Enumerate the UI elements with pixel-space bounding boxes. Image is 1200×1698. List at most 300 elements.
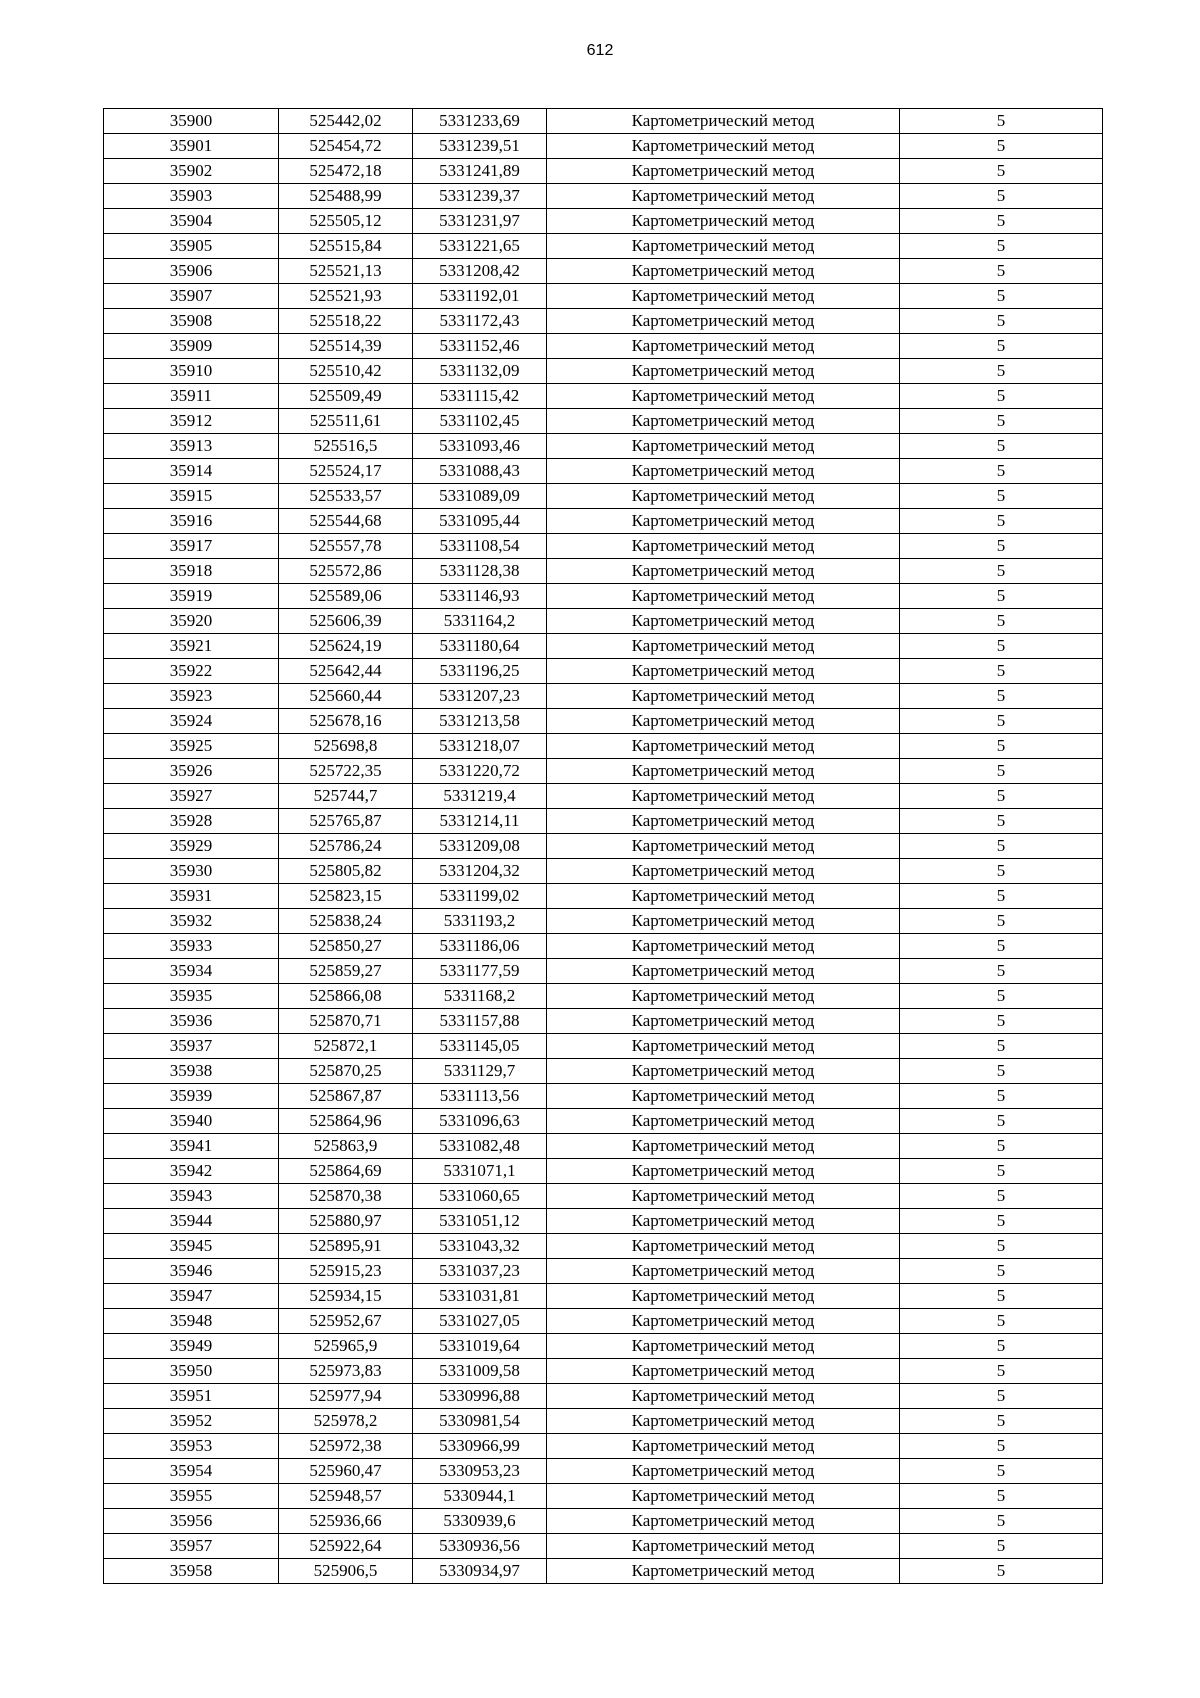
x-coordinate-cell: 525624,19	[279, 634, 413, 659]
x-coordinate-cell: 525866,08	[279, 984, 413, 1009]
point-number-cell: 35922	[104, 659, 279, 684]
method-cell: Картометрический метод	[547, 584, 900, 609]
y-coordinate-cell: 5331213,58	[413, 709, 547, 734]
method-cell: Картометрический метод	[547, 1534, 900, 1559]
y-coordinate-cell: 5331207,23	[413, 684, 547, 709]
table-row	[104, 934, 1103, 959]
x-coordinate-cell: 525864,96	[279, 1109, 413, 1134]
y-coordinate-cell: 5331186,06	[413, 934, 547, 959]
y-coordinate-cell: 5331043,32	[413, 1234, 547, 1259]
table-row	[104, 259, 1103, 284]
x-coordinate-cell: 525872,1	[279, 1034, 413, 1059]
point-number-cell: 35958	[104, 1559, 279, 1584]
method-cell: Картометрический метод	[547, 234, 900, 259]
x-coordinate-cell: 525511,61	[279, 409, 413, 434]
accuracy-cell: 5	[900, 1509, 1103, 1534]
method-cell: Картометрический метод	[547, 984, 900, 1009]
accuracy-cell: 5	[900, 509, 1103, 534]
table-row	[104, 234, 1103, 259]
y-coordinate-cell: 5331221,65	[413, 234, 547, 259]
accuracy-cell: 5	[900, 584, 1103, 609]
x-coordinate-cell: 525864,69	[279, 1159, 413, 1184]
y-coordinate-cell: 5331096,63	[413, 1109, 547, 1134]
method-cell: Картометрический метод	[547, 1184, 900, 1209]
accuracy-cell: 5	[900, 109, 1103, 134]
table-row	[104, 434, 1103, 459]
accuracy-cell: 5	[900, 359, 1103, 384]
accuracy-cell: 5	[900, 384, 1103, 409]
y-coordinate-cell: 5331220,72	[413, 759, 547, 784]
x-coordinate-cell: 525952,67	[279, 1309, 413, 1334]
x-coordinate-cell: 525973,83	[279, 1359, 413, 1384]
point-number-cell: 35903	[104, 184, 279, 209]
accuracy-cell: 5	[900, 484, 1103, 509]
point-number-cell: 35915	[104, 484, 279, 509]
method-cell: Картометрический метод	[547, 1459, 900, 1484]
x-coordinate-cell: 525505,12	[279, 209, 413, 234]
point-number-cell: 35928	[104, 809, 279, 834]
accuracy-cell: 5	[900, 1159, 1103, 1184]
y-coordinate-cell: 5331204,32	[413, 859, 547, 884]
y-coordinate-cell: 5331082,48	[413, 1134, 547, 1159]
table-row	[104, 1459, 1103, 1484]
method-cell: Картометрический метод	[547, 159, 900, 184]
y-coordinate-cell: 5331051,12	[413, 1209, 547, 1234]
table-row	[104, 309, 1103, 334]
y-coordinate-cell: 5331132,09	[413, 359, 547, 384]
x-coordinate-cell: 525518,22	[279, 309, 413, 334]
point-number-cell: 35936	[104, 1009, 279, 1034]
table-row	[104, 334, 1103, 359]
table-row	[104, 884, 1103, 909]
table-row	[104, 284, 1103, 309]
table-row	[104, 1234, 1103, 1259]
x-coordinate-cell: 525454,72	[279, 134, 413, 159]
y-coordinate-cell: 5331199,02	[413, 884, 547, 909]
x-coordinate-cell: 525521,13	[279, 259, 413, 284]
y-coordinate-cell: 5331128,38	[413, 559, 547, 584]
y-coordinate-cell: 5331193,2	[413, 909, 547, 934]
table-row	[104, 1134, 1103, 1159]
point-number-cell: 35944	[104, 1209, 279, 1234]
y-coordinate-cell: 5331157,88	[413, 1009, 547, 1034]
accuracy-cell: 5	[900, 309, 1103, 334]
x-coordinate-cell: 525572,86	[279, 559, 413, 584]
method-cell: Картометрический метод	[547, 1334, 900, 1359]
x-coordinate-cell: 525870,25	[279, 1059, 413, 1084]
x-coordinate-cell: 525510,42	[279, 359, 413, 384]
table-row	[104, 1084, 1103, 1109]
point-number-cell: 35953	[104, 1434, 279, 1459]
method-cell: Картометрический метод	[547, 659, 900, 684]
point-number-cell: 35942	[104, 1159, 279, 1184]
y-coordinate-cell: 5331089,09	[413, 484, 547, 509]
x-coordinate-cell: 525934,15	[279, 1284, 413, 1309]
accuracy-cell: 5	[900, 1034, 1103, 1059]
method-cell: Картометрический метод	[547, 634, 900, 659]
y-coordinate-cell: 5331060,65	[413, 1184, 547, 1209]
accuracy-cell: 5	[900, 159, 1103, 184]
table-row	[104, 1159, 1103, 1184]
y-coordinate-cell: 5330936,56	[413, 1534, 547, 1559]
method-cell: Картометрический метод	[547, 1284, 900, 1309]
x-coordinate-cell: 525786,24	[279, 834, 413, 859]
method-cell: Картометрический метод	[547, 684, 900, 709]
method-cell: Картометрический метод	[547, 1309, 900, 1334]
point-number-cell: 35955	[104, 1484, 279, 1509]
table-row	[104, 609, 1103, 634]
accuracy-cell: 5	[900, 259, 1103, 284]
x-coordinate-cell: 525606,39	[279, 609, 413, 634]
point-number-cell: 35938	[104, 1059, 279, 1084]
method-cell: Картометрический метод	[547, 1009, 900, 1034]
y-coordinate-cell: 5331113,56	[413, 1084, 547, 1109]
y-coordinate-cell: 5330953,23	[413, 1459, 547, 1484]
accuracy-cell: 5	[900, 1234, 1103, 1259]
y-coordinate-cell: 5331218,07	[413, 734, 547, 759]
method-cell: Картометрический метод	[547, 1484, 900, 1509]
accuracy-cell: 5	[900, 984, 1103, 1009]
x-coordinate-cell: 525880,97	[279, 1209, 413, 1234]
accuracy-cell: 5	[900, 1059, 1103, 1084]
x-coordinate-cell: 525515,84	[279, 234, 413, 259]
table-row	[104, 684, 1103, 709]
x-coordinate-cell: 525698,8	[279, 734, 413, 759]
point-number-cell: 35916	[104, 509, 279, 534]
table-row	[104, 1009, 1103, 1034]
point-number-cell: 35923	[104, 684, 279, 709]
y-coordinate-cell: 5331172,43	[413, 309, 547, 334]
table-row	[104, 1284, 1103, 1309]
point-number-cell: 35920	[104, 609, 279, 634]
accuracy-cell: 5	[900, 809, 1103, 834]
x-coordinate-cell: 525744,7	[279, 784, 413, 809]
y-coordinate-cell: 5331088,43	[413, 459, 547, 484]
method-cell: Картометрический метод	[547, 459, 900, 484]
point-number-cell: 35919	[104, 584, 279, 609]
accuracy-cell: 5	[900, 709, 1103, 734]
method-cell: Картометрический метод	[547, 134, 900, 159]
y-coordinate-cell: 5331231,97	[413, 209, 547, 234]
accuracy-cell: 5	[900, 1434, 1103, 1459]
point-number-cell: 35912	[104, 409, 279, 434]
y-coordinate-cell: 5331031,81	[413, 1284, 547, 1309]
point-number-cell: 35948	[104, 1309, 279, 1334]
y-coordinate-cell: 5331071,1	[413, 1159, 547, 1184]
point-number-cell: 35930	[104, 859, 279, 884]
y-coordinate-cell: 5330996,88	[413, 1384, 547, 1409]
table-row	[104, 959, 1103, 984]
point-number-cell: 35901	[104, 134, 279, 159]
table-body	[104, 109, 1103, 1584]
method-cell: Картометрический метод	[547, 209, 900, 234]
accuracy-cell: 5	[900, 1284, 1103, 1309]
point-number-cell: 35951	[104, 1384, 279, 1409]
method-cell: Картометрический метод	[547, 1259, 900, 1284]
y-coordinate-cell: 5331152,46	[413, 334, 547, 359]
point-number-cell: 35940	[104, 1109, 279, 1134]
accuracy-cell: 5	[900, 1334, 1103, 1359]
point-number-cell: 35929	[104, 834, 279, 859]
accuracy-cell: 5	[900, 1084, 1103, 1109]
point-number-cell: 35917	[104, 534, 279, 559]
accuracy-cell: 5	[900, 634, 1103, 659]
y-coordinate-cell: 5331115,42	[413, 384, 547, 409]
table-row	[104, 1409, 1103, 1434]
y-coordinate-cell: 5331019,64	[413, 1334, 547, 1359]
table-row	[104, 909, 1103, 934]
y-coordinate-cell: 5331129,7	[413, 1059, 547, 1084]
x-coordinate-cell: 525977,94	[279, 1384, 413, 1409]
point-number-cell: 35924	[104, 709, 279, 734]
method-cell: Картометрический метод	[547, 259, 900, 284]
accuracy-cell: 5	[900, 1209, 1103, 1234]
x-coordinate-cell: 525557,78	[279, 534, 413, 559]
x-coordinate-cell: 525472,18	[279, 159, 413, 184]
y-coordinate-cell: 5331209,08	[413, 834, 547, 859]
y-coordinate-cell: 5331108,54	[413, 534, 547, 559]
accuracy-cell: 5	[900, 1184, 1103, 1209]
table-row	[104, 584, 1103, 609]
point-number-cell: 35932	[104, 909, 279, 934]
y-coordinate-cell: 5330944,1	[413, 1484, 547, 1509]
table-row	[104, 1109, 1103, 1134]
method-cell: Картометрический метод	[547, 1059, 900, 1084]
table-row	[104, 1359, 1103, 1384]
point-number-cell: 35908	[104, 309, 279, 334]
x-coordinate-cell: 525488,99	[279, 184, 413, 209]
x-coordinate-cell: 525514,39	[279, 334, 413, 359]
method-cell: Картометрический метод	[547, 109, 900, 134]
x-coordinate-cell: 525936,66	[279, 1509, 413, 1534]
y-coordinate-cell: 5331180,64	[413, 634, 547, 659]
table-row	[104, 1559, 1103, 1584]
method-cell: Картометрический метод	[547, 1559, 900, 1584]
table-row	[104, 834, 1103, 859]
x-coordinate-cell: 525524,17	[279, 459, 413, 484]
method-cell: Картометрический метод	[547, 484, 900, 509]
method-cell: Картометрический метод	[547, 1384, 900, 1409]
table-row	[104, 359, 1103, 384]
table-row	[104, 809, 1103, 834]
x-coordinate-cell: 525863,9	[279, 1134, 413, 1159]
method-cell: Картометрический метод	[547, 1234, 900, 1259]
table-row	[104, 784, 1103, 809]
x-coordinate-cell: 525838,24	[279, 909, 413, 934]
x-coordinate-cell: 525906,5	[279, 1559, 413, 1584]
y-coordinate-cell: 5331164,2	[413, 609, 547, 634]
accuracy-cell: 5	[900, 209, 1103, 234]
point-number-cell: 35907	[104, 284, 279, 309]
point-number-cell: 35906	[104, 259, 279, 284]
y-coordinate-cell: 5331192,01	[413, 284, 547, 309]
point-number-cell: 35911	[104, 384, 279, 409]
y-coordinate-cell: 5331233,69	[413, 109, 547, 134]
table-row	[104, 1309, 1103, 1334]
accuracy-cell: 5	[900, 234, 1103, 259]
table-row	[104, 759, 1103, 784]
method-cell: Картометрический метод	[547, 834, 900, 859]
accuracy-cell: 5	[900, 834, 1103, 859]
accuracy-cell: 5	[900, 934, 1103, 959]
x-coordinate-cell: 525660,44	[279, 684, 413, 709]
point-number-cell: 35945	[104, 1234, 279, 1259]
page-number: 612	[586, 42, 614, 59]
method-cell: Картометрический метод	[547, 1109, 900, 1134]
method-cell: Картометрический метод	[547, 1209, 900, 1234]
table-row	[104, 634, 1103, 659]
point-number-cell: 35950	[104, 1359, 279, 1384]
x-coordinate-cell: 525442,02	[279, 109, 413, 134]
y-coordinate-cell: 5331102,45	[413, 409, 547, 434]
accuracy-cell: 5	[900, 1259, 1103, 1284]
x-coordinate-cell: 525972,38	[279, 1434, 413, 1459]
method-cell: Картометрический метод	[547, 759, 900, 784]
accuracy-cell: 5	[900, 609, 1103, 634]
x-coordinate-cell: 525722,35	[279, 759, 413, 784]
point-number-cell: 35949	[104, 1334, 279, 1359]
table-row	[104, 1434, 1103, 1459]
accuracy-cell: 5	[900, 1009, 1103, 1034]
x-coordinate-cell: 525965,9	[279, 1334, 413, 1359]
x-coordinate-cell: 525765,87	[279, 809, 413, 834]
table-row	[104, 859, 1103, 884]
accuracy-cell: 5	[900, 1384, 1103, 1409]
y-coordinate-cell: 5331239,51	[413, 134, 547, 159]
point-number-cell: 35918	[104, 559, 279, 584]
table-row	[104, 734, 1103, 759]
accuracy-cell: 5	[900, 1459, 1103, 1484]
x-coordinate-cell: 525870,38	[279, 1184, 413, 1209]
point-number-cell: 35939	[104, 1084, 279, 1109]
accuracy-cell: 5	[900, 284, 1103, 309]
point-number-cell: 35946	[104, 1259, 279, 1284]
y-coordinate-cell: 5330981,54	[413, 1409, 547, 1434]
point-number-cell: 35902	[104, 159, 279, 184]
accuracy-cell: 5	[900, 1109, 1103, 1134]
x-coordinate-cell: 525895,91	[279, 1234, 413, 1259]
coordinates-table-container	[103, 108, 1102, 1584]
accuracy-cell: 5	[900, 784, 1103, 809]
table-row	[104, 1484, 1103, 1509]
x-coordinate-cell: 525978,2	[279, 1409, 413, 1434]
accuracy-cell: 5	[900, 1309, 1103, 1334]
y-coordinate-cell: 5331239,37	[413, 184, 547, 209]
y-coordinate-cell: 5331146,93	[413, 584, 547, 609]
method-cell: Картометрический метод	[547, 1409, 900, 1434]
y-coordinate-cell: 5331145,05	[413, 1034, 547, 1059]
point-number-cell: 35909	[104, 334, 279, 359]
x-coordinate-cell: 525960,47	[279, 1459, 413, 1484]
x-coordinate-cell: 525915,23	[279, 1259, 413, 1284]
point-number-cell: 35954	[104, 1459, 279, 1484]
method-cell: Картометрический метод	[547, 1084, 900, 1109]
method-cell: Картометрический метод	[547, 309, 900, 334]
y-coordinate-cell: 5331208,42	[413, 259, 547, 284]
accuracy-cell: 5	[900, 684, 1103, 709]
table-row	[104, 409, 1103, 434]
table-row	[104, 1184, 1103, 1209]
table-row	[104, 209, 1103, 234]
accuracy-cell: 5	[900, 409, 1103, 434]
table-row	[104, 459, 1103, 484]
accuracy-cell: 5	[900, 334, 1103, 359]
table-row	[104, 134, 1103, 159]
x-coordinate-cell: 525867,87	[279, 1084, 413, 1109]
method-cell: Картометрический метод	[547, 1034, 900, 1059]
table-row	[104, 1059, 1103, 1084]
method-cell: Картометрический метод	[547, 1434, 900, 1459]
x-coordinate-cell: 525850,27	[279, 934, 413, 959]
method-cell: Картометрический метод	[547, 734, 900, 759]
method-cell: Картометрический метод	[547, 859, 900, 884]
x-coordinate-cell: 525823,15	[279, 884, 413, 909]
accuracy-cell: 5	[900, 559, 1103, 584]
point-number-cell: 35941	[104, 1134, 279, 1159]
accuracy-cell: 5	[900, 909, 1103, 934]
point-number-cell: 35935	[104, 984, 279, 1009]
x-coordinate-cell: 525859,27	[279, 959, 413, 984]
point-number-cell: 35900	[104, 109, 279, 134]
point-number-cell: 35956	[104, 1509, 279, 1534]
accuracy-cell: 5	[900, 1134, 1103, 1159]
x-coordinate-cell: 525589,06	[279, 584, 413, 609]
table-row	[104, 1209, 1103, 1234]
method-cell: Картометрический метод	[547, 434, 900, 459]
x-coordinate-cell: 525509,49	[279, 384, 413, 409]
y-coordinate-cell: 5331177,59	[413, 959, 547, 984]
method-cell: Картометрический метод	[547, 934, 900, 959]
table-row	[104, 1334, 1103, 1359]
method-cell: Картометрический метод	[547, 409, 900, 434]
y-coordinate-cell: 5331009,58	[413, 1359, 547, 1384]
point-number-cell: 35905	[104, 234, 279, 259]
x-coordinate-cell: 525870,71	[279, 1009, 413, 1034]
accuracy-cell: 5	[900, 1559, 1103, 1584]
point-number-cell: 35927	[104, 784, 279, 809]
x-coordinate-cell: 525805,82	[279, 859, 413, 884]
y-coordinate-cell: 5331168,2	[413, 984, 547, 1009]
x-coordinate-cell: 525922,64	[279, 1534, 413, 1559]
method-cell: Картометрический метод	[547, 334, 900, 359]
table-row	[104, 1509, 1103, 1534]
table-row	[104, 384, 1103, 409]
y-coordinate-cell: 5331095,44	[413, 509, 547, 534]
point-number-cell: 35931	[104, 884, 279, 909]
method-cell: Картометрический метод	[547, 609, 900, 634]
accuracy-cell: 5	[900, 734, 1103, 759]
accuracy-cell: 5	[900, 459, 1103, 484]
accuracy-cell: 5	[900, 134, 1103, 159]
point-number-cell: 35937	[104, 1034, 279, 1059]
x-coordinate-cell: 525678,16	[279, 709, 413, 734]
point-number-cell: 35952	[104, 1409, 279, 1434]
table-row	[104, 159, 1103, 184]
y-coordinate-cell: 5331196,25	[413, 659, 547, 684]
method-cell: Картометрический метод	[547, 909, 900, 934]
point-number-cell: 35925	[104, 734, 279, 759]
accuracy-cell: 5	[900, 434, 1103, 459]
point-number-cell: 35926	[104, 759, 279, 784]
table-row	[104, 1034, 1103, 1059]
y-coordinate-cell: 5330934,97	[413, 1559, 547, 1584]
y-coordinate-cell: 5331027,05	[413, 1309, 547, 1334]
table-row	[104, 509, 1103, 534]
accuracy-cell: 5	[900, 959, 1103, 984]
y-coordinate-cell: 5331037,23	[413, 1259, 547, 1284]
y-coordinate-cell: 5330966,99	[413, 1434, 547, 1459]
x-coordinate-cell: 525533,57	[279, 484, 413, 509]
